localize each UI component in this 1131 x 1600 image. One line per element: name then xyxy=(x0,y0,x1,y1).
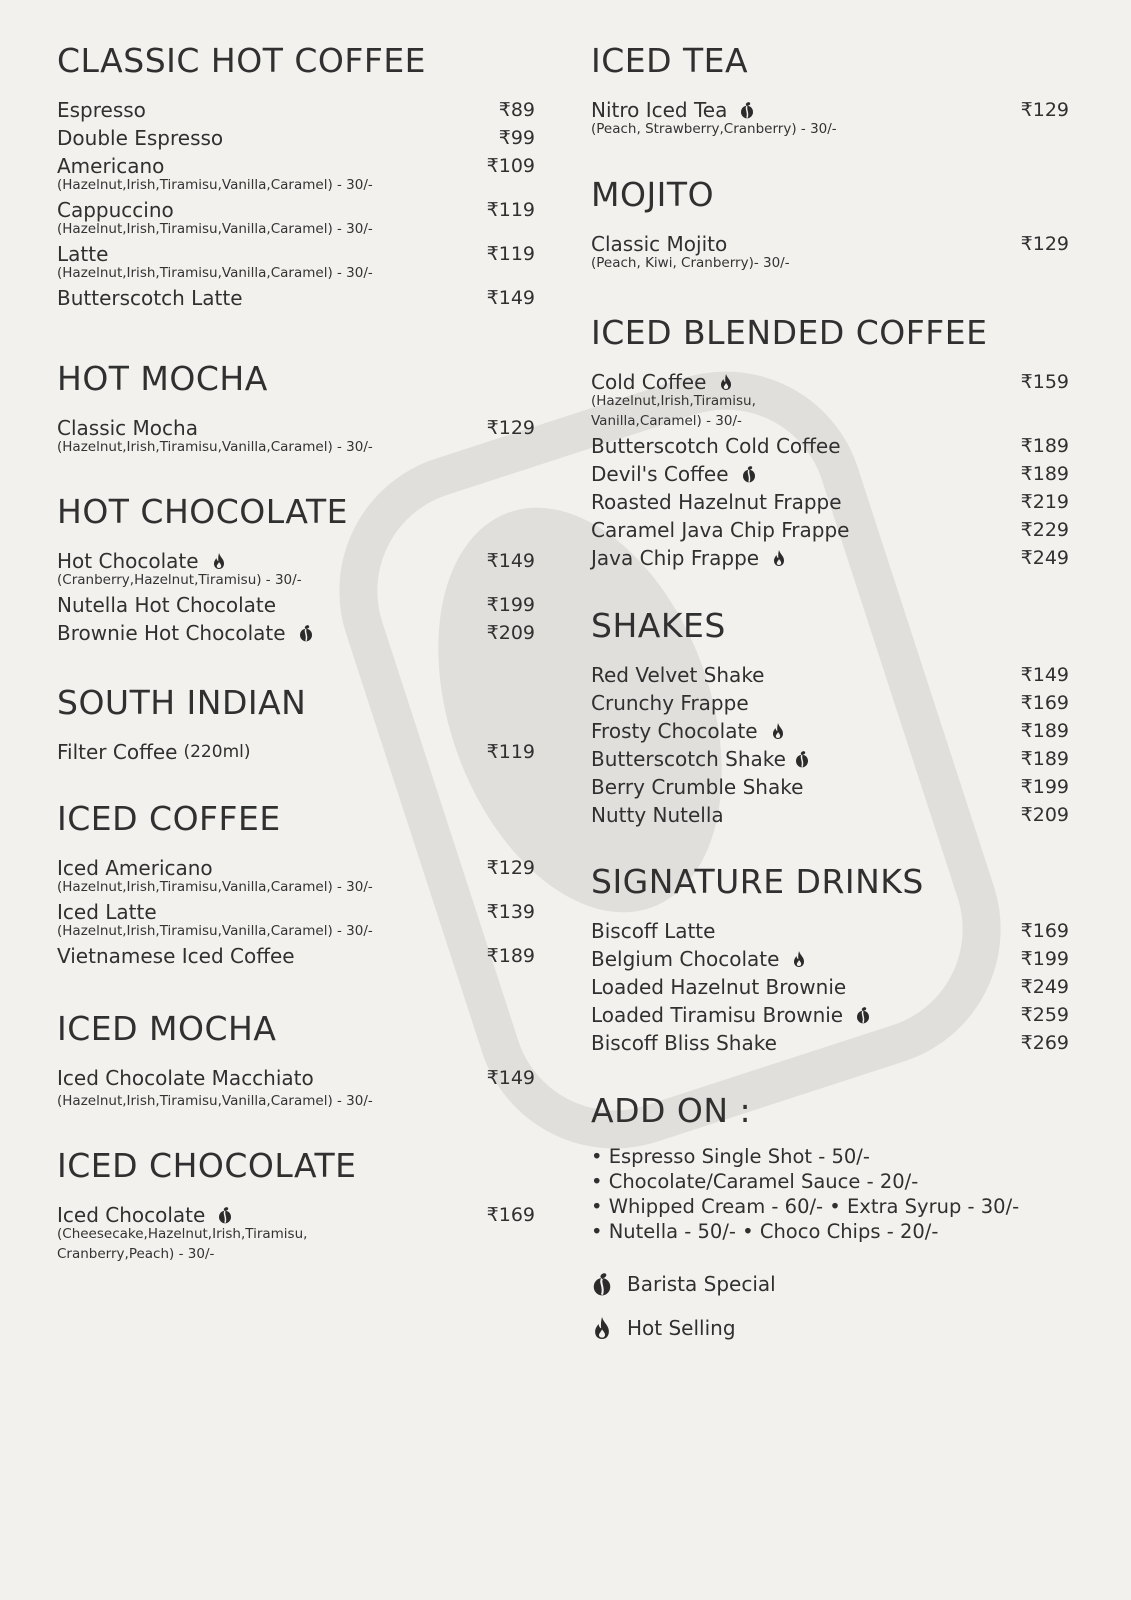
menu-item xyxy=(591,1029,1069,1057)
coffee-bean-icon xyxy=(741,465,757,483)
item-note: (Hazelnut,Irish,Tiramisu,Vanilla,Caramel) - 30/- xyxy=(57,1093,373,1109)
menu-item xyxy=(591,717,1069,745)
legend-label: Hot Selling xyxy=(627,1316,736,1340)
coffee-bean-icon xyxy=(739,101,755,119)
flame-icon xyxy=(791,950,807,968)
item-name: Biscoff Latte xyxy=(591,919,716,943)
legend-label: Barista Special xyxy=(627,1272,776,1296)
item-name: Butterscotch Shake xyxy=(591,747,786,771)
menu-item xyxy=(591,917,1069,945)
menu-item xyxy=(57,547,535,589)
section-title: ADD ON : xyxy=(591,1091,752,1130)
section-title: HOT MOCHA xyxy=(57,359,268,398)
item-name: Biscoff Bliss Shake xyxy=(591,1031,777,1055)
item-price: ₹189 xyxy=(1020,720,1069,742)
menu-item xyxy=(591,689,1069,717)
coffee-bean-icon xyxy=(298,624,314,642)
section-title: SHAKES xyxy=(591,606,726,645)
menu-item xyxy=(57,414,535,456)
item-price: ₹229 xyxy=(1020,519,1069,541)
item-price: ₹149 xyxy=(486,1067,535,1089)
section-iced-chocolate xyxy=(57,1141,535,1265)
item-price: ₹129 xyxy=(486,857,535,879)
item-name: Classic Mocha xyxy=(57,416,198,440)
item-name: Americano xyxy=(57,154,165,178)
legend-item-hot-selling xyxy=(591,1306,1069,1350)
item-note: (Hazelnut,Irish,Tiramisu,Vanilla,Caramel) - 30/- xyxy=(57,439,373,455)
item-note: (Hazelnut,Irish,Tiramisu,Vanilla,Caramel) - 30/- xyxy=(57,879,373,895)
legend-item-barista-special xyxy=(591,1262,1069,1306)
item-price: ₹249 xyxy=(1020,547,1069,569)
item-note: (Hazelnut,Irish,Tiramisu, xyxy=(591,393,756,409)
item-note: (Hazelnut,Irish,Tiramisu,Vanilla,Caramel) - 30/- xyxy=(57,265,373,281)
menu-item xyxy=(591,973,1069,1001)
item-price: ₹149 xyxy=(486,287,535,309)
item-note: (Hazelnut,Irish,Tiramisu,Vanilla,Caramel) - 30/- xyxy=(57,923,373,939)
add-on-line: • Whipped Cream - 60/- • Extra Syrup - 30/- xyxy=(591,1195,1020,1218)
item-price: ₹189 xyxy=(486,945,535,967)
add-on-line: • Chocolate/Caramel Sauce - 20/- xyxy=(591,1170,919,1193)
section-add-on xyxy=(591,1086,1069,1350)
item-price: ₹269 xyxy=(1020,1032,1069,1054)
menu-item xyxy=(57,738,535,766)
menu-item xyxy=(591,1001,1069,1029)
flame-icon xyxy=(211,552,227,570)
add-on-list xyxy=(591,1144,1069,1244)
item-name: Java Chip Frappe xyxy=(591,546,760,570)
item-price: ₹219 xyxy=(1020,491,1069,513)
item-note: (Hazelnut,Irish,Tiramisu,Vanilla,Caramel) - 30/- xyxy=(57,177,373,193)
menu-item xyxy=(57,1201,535,1263)
item-price: ₹119 xyxy=(486,199,535,221)
item-name: Nutty Nutella xyxy=(591,803,724,827)
coffee-bean-icon xyxy=(855,1006,871,1024)
item-name: Brownie Hot Chocolate xyxy=(57,621,286,645)
legend xyxy=(591,1262,1069,1350)
section-title: HOT CHOCOLATE xyxy=(57,492,348,531)
item-name: Nutella Hot Chocolate xyxy=(57,593,277,617)
item-note: (Peach, Strawberry,Cranberry) - 30/- xyxy=(591,121,837,137)
item-name: Iced Chocolate xyxy=(57,1203,206,1227)
item-note: (Peach, Kiwi, Cranberry)- 30/- xyxy=(591,255,790,271)
menu-item xyxy=(591,460,1069,488)
section-signature-drinks xyxy=(591,857,1069,1057)
section-south-indian xyxy=(57,678,535,766)
item-name: Iced Latte xyxy=(57,900,157,924)
section-iced-coffee xyxy=(57,794,535,970)
section-title: SOUTH INDIAN xyxy=(57,683,307,722)
menu-item xyxy=(57,96,535,124)
item-name: Caramel Java Chip Frappe xyxy=(591,518,850,542)
item-price: ₹259 xyxy=(1020,1004,1069,1026)
section-title: ICED TEA xyxy=(591,41,749,80)
add-on-line: • Nutella - 50/- • Choco Chips - 20/- xyxy=(591,1220,939,1243)
item-name: Hot Chocolate xyxy=(57,549,199,573)
item-note-continued: Cranberry,Peach) - 30/- xyxy=(57,1246,215,1262)
item-name: Classic Mojito xyxy=(591,232,728,256)
item-name: Cold Coffee xyxy=(591,370,707,394)
item-price: ₹199 xyxy=(1020,776,1069,798)
flame-icon xyxy=(771,549,787,567)
item-name: Cappuccino xyxy=(57,198,174,222)
menu-item xyxy=(591,96,1069,138)
item-price: ₹149 xyxy=(486,550,535,572)
item-price: ₹189 xyxy=(1020,748,1069,770)
section-title: MOJITO xyxy=(591,175,715,214)
menu-item xyxy=(57,591,535,619)
item-name: Devil's Coffee xyxy=(591,462,729,486)
item-price: ₹159 xyxy=(1020,371,1069,393)
item-note: (Cheesecake,Hazelnut,Irish,Tiramisu, xyxy=(57,1226,308,1242)
menu-item xyxy=(57,152,535,194)
item-price: ₹129 xyxy=(1020,233,1069,255)
item-price: ₹169 xyxy=(486,1204,535,1226)
coffee-bean-icon xyxy=(591,1271,613,1297)
menu-item xyxy=(591,368,1069,430)
item-price: ₹119 xyxy=(486,741,535,763)
menu-item xyxy=(57,240,535,282)
menu-item xyxy=(591,432,1069,460)
menu-item xyxy=(591,516,1069,544)
flame-icon xyxy=(591,1315,613,1341)
section-classic-hot-coffee xyxy=(57,36,535,312)
menu-item xyxy=(591,945,1069,973)
item-name: Berry Crumble Shake xyxy=(591,775,804,799)
item-price: ₹99 xyxy=(498,127,535,149)
menu-item xyxy=(57,124,535,152)
item-name: Butterscotch Latte xyxy=(57,286,243,310)
item-price: ₹149 xyxy=(1020,664,1069,686)
item-name: Belgium Chocolate xyxy=(591,947,780,971)
coffee-bean-icon xyxy=(217,1206,233,1224)
item-price: ₹129 xyxy=(1020,99,1069,121)
item-price: ₹189 xyxy=(1020,435,1069,457)
menu-item xyxy=(591,488,1069,516)
item-name: Double Espresso xyxy=(57,126,224,150)
item-price: ₹189 xyxy=(1020,463,1069,485)
menu-item xyxy=(57,898,535,940)
item-price: ₹209 xyxy=(486,622,535,644)
item-name: Roasted Hazelnut Frappe xyxy=(591,490,842,514)
section-shakes xyxy=(591,601,1069,829)
section-title: ICED CHOCOLATE xyxy=(57,1146,357,1185)
item-price: ₹169 xyxy=(1020,692,1069,714)
section-hot-mocha xyxy=(57,354,535,458)
menu-item xyxy=(591,773,1069,801)
section-title: ICED COFFEE xyxy=(57,799,281,838)
menu-item xyxy=(591,801,1069,829)
item-price: ₹169 xyxy=(1020,920,1069,942)
flame-icon xyxy=(770,722,786,740)
menu-item xyxy=(591,230,1069,272)
item-price: ₹109 xyxy=(486,155,535,177)
section-title: ICED MOCHA xyxy=(57,1009,277,1048)
item-size: (220ml) xyxy=(183,742,251,762)
add-on-line: • Espresso Single Shot - 50/- xyxy=(591,1145,870,1168)
item-price: ₹209 xyxy=(1020,804,1069,826)
section-iced-blended-coffee xyxy=(591,308,1069,572)
section-iced-tea xyxy=(591,36,1069,140)
item-name: Iced Americano xyxy=(57,856,213,880)
item-name: Filter Coffee xyxy=(57,740,178,764)
item-name: Crunchy Frappe xyxy=(591,691,749,715)
menu-item xyxy=(57,1064,535,1110)
menu-item xyxy=(57,942,535,970)
item-note: (Cranberry,Hazelnut,Tiramisu) - 30/- xyxy=(57,572,302,588)
menu-item xyxy=(591,745,1069,773)
item-name: Espresso xyxy=(57,98,146,122)
menu-item xyxy=(57,196,535,238)
section-title: SIGNATURE DRINKS xyxy=(591,862,924,901)
menu-item xyxy=(57,284,535,312)
flame-icon xyxy=(718,373,734,391)
item-price: ₹199 xyxy=(1020,948,1069,970)
section-title: ICED BLENDED COFFEE xyxy=(591,313,988,352)
coffee-bean-icon xyxy=(794,750,810,768)
section-mojito xyxy=(591,170,1069,274)
item-name: Loaded Hazelnut Brownie xyxy=(591,975,847,999)
item-price: ₹199 xyxy=(486,594,535,616)
item-price: ₹129 xyxy=(486,417,535,439)
item-name: Loaded Tiramisu Brownie xyxy=(591,1003,844,1027)
item-price: ₹139 xyxy=(486,901,535,923)
section-title: CLASSIC HOT COFFEE xyxy=(57,41,427,80)
item-name: Iced Chocolate Macchiato xyxy=(57,1066,314,1090)
menu-item xyxy=(591,661,1069,689)
item-name: Vietnamese Iced Coffee xyxy=(57,944,295,968)
menu-item xyxy=(591,544,1069,572)
item-name: Latte xyxy=(57,242,109,266)
menu-item xyxy=(57,619,535,647)
item-price: ₹119 xyxy=(486,243,535,265)
item-price: ₹89 xyxy=(498,99,535,121)
item-name: Butterscotch Cold Coffee xyxy=(591,434,841,458)
item-name: Nitro Iced Tea xyxy=(591,98,728,122)
item-name: Red Velvet Shake xyxy=(591,663,765,687)
item-note-continued: Vanilla,Caramel) - 30/- xyxy=(591,413,742,429)
item-price: ₹249 xyxy=(1020,976,1069,998)
item-name: Frosty Chocolate xyxy=(591,719,758,743)
menu-item xyxy=(57,854,535,896)
item-note: (Hazelnut,Irish,Tiramisu,Vanilla,Caramel) - 30/- xyxy=(57,221,373,237)
section-hot-chocolate xyxy=(57,487,535,647)
section-iced-mocha xyxy=(57,1004,535,1112)
